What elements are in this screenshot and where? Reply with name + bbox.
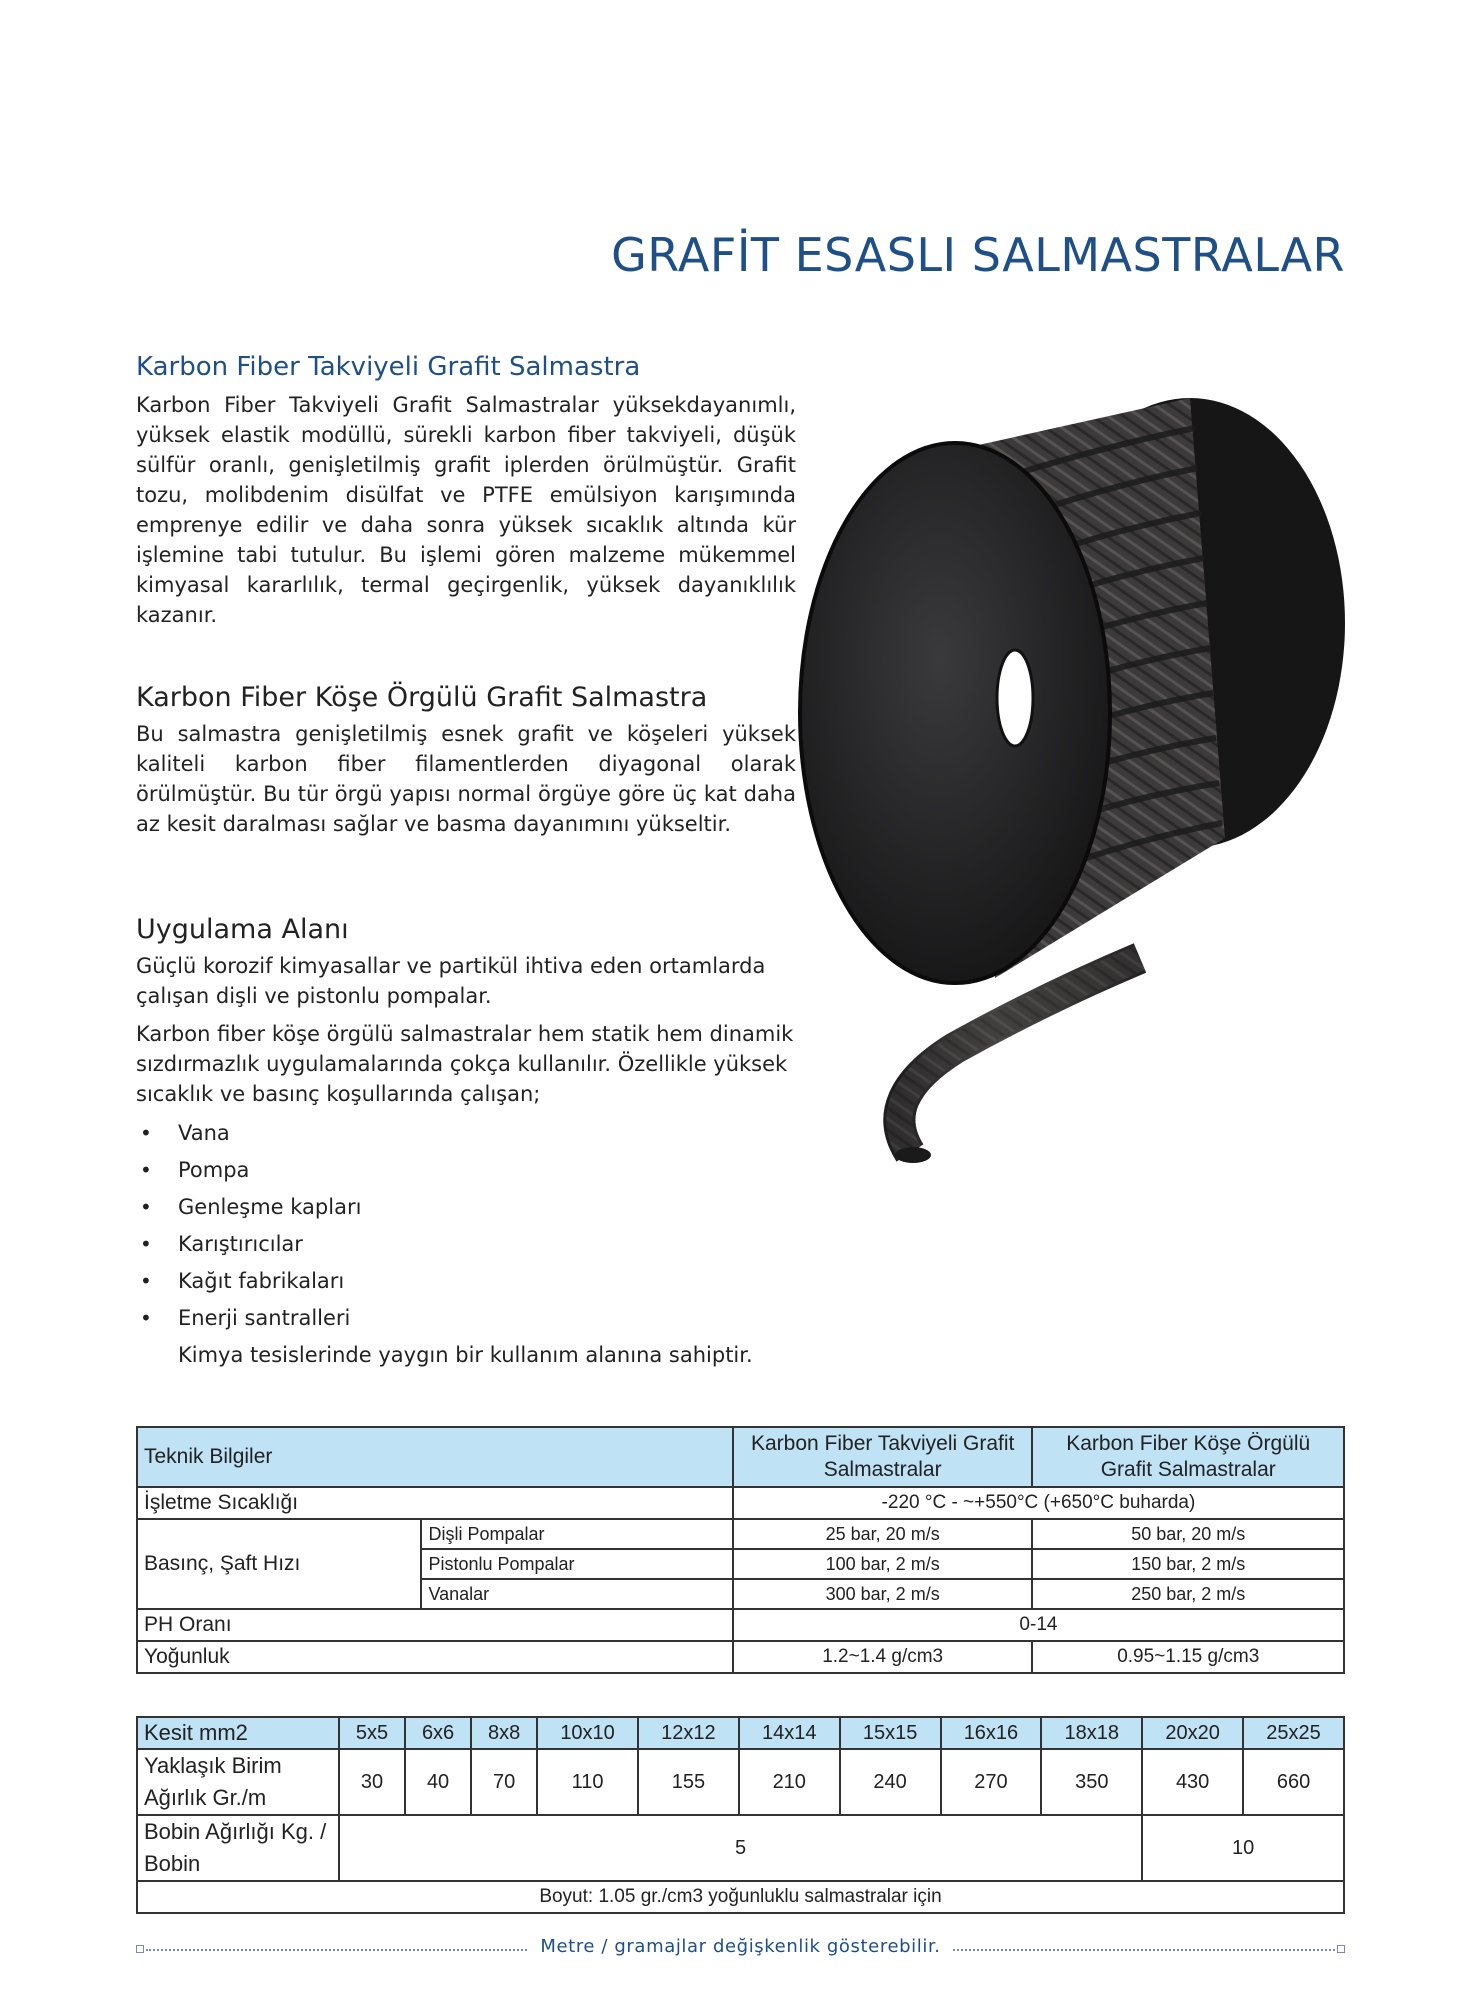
list-item: • Vana bbox=[136, 1115, 796, 1152]
bullet-icon: • bbox=[140, 1121, 152, 1145]
ph-value: 0-14 bbox=[733, 1609, 1344, 1641]
applications-closing: Kimya tesislerinde yaygın bir kullanım alanına sahiptir. bbox=[178, 1343, 753, 1367]
size-cell: 12x12 bbox=[638, 1717, 739, 1749]
weight-cell: 70 bbox=[471, 1749, 537, 1815]
section-heading: Uygulama Alanı bbox=[136, 914, 349, 945]
section-size-label: Kesit mm2 bbox=[137, 1717, 339, 1749]
temperature-label: İşletme Sıcaklığı bbox=[137, 1487, 733, 1519]
footer-text: Metre / gramajlar değişkenlik gösterebilir. bbox=[528, 1936, 952, 1957]
bobbin-label: Bobin Ağırlığı Kg. / Bobin bbox=[137, 1815, 339, 1881]
table-header-col1: Karbon Fiber Takviyeli Grafit Salmastralar bbox=[733, 1427, 1033, 1487]
list-item: • Pompa bbox=[136, 1152, 796, 1189]
graphite-packing-spool-image bbox=[795, 368, 1375, 1168]
list-item: • Karıştırıcılar bbox=[136, 1226, 796, 1263]
size-cell: 16x16 bbox=[941, 1717, 1042, 1749]
table-row bbox=[137, 1609, 1344, 1641]
pressure-value-col2: 150 bar, 2 m/s bbox=[1032, 1549, 1344, 1579]
weight-cell: 40 bbox=[405, 1749, 471, 1815]
section-carbon-fiber-reinforced bbox=[136, 352, 796, 630]
ph-label: PH Oranı bbox=[137, 1609, 733, 1641]
density-value-col2: 0.95~1.15 g/cm3 bbox=[1032, 1641, 1344, 1673]
table-row bbox=[137, 1749, 1344, 1815]
table-header-label: Teknik Bilgiler bbox=[137, 1427, 733, 1487]
size-cell: 6x6 bbox=[405, 1717, 471, 1749]
density-value-col1: 1.2~1.4 g/cm3 bbox=[733, 1641, 1033, 1673]
footer-note bbox=[136, 1938, 1345, 1962]
pressure-value-col1: 300 bar, 2 m/s bbox=[733, 1579, 1033, 1609]
weight-cell: 30 bbox=[339, 1749, 405, 1815]
page-title: GRAFİT ESASLI SALMASTRALAR bbox=[611, 228, 1345, 282]
table-row bbox=[137, 1815, 1344, 1881]
pressure-value-col1: 100 bar, 2 m/s bbox=[733, 1549, 1033, 1579]
applications-list bbox=[136, 1115, 796, 1337]
weight-cell: 240 bbox=[840, 1749, 941, 1815]
size-cell: 5x5 bbox=[339, 1717, 405, 1749]
table-note: Boyut: 1.05 gr./cm3 yoğunluklu salmastralar için bbox=[137, 1881, 1344, 1913]
table-row bbox=[137, 1881, 1344, 1913]
bobbin-value-large: 10 bbox=[1142, 1815, 1344, 1881]
size-cell: 8x8 bbox=[471, 1717, 537, 1749]
weight-cell: 210 bbox=[739, 1749, 840, 1815]
section-applications bbox=[136, 914, 796, 1374]
list-item: • Kağıt fabrikaları bbox=[136, 1263, 796, 1300]
list-item: • Enerji santralleri bbox=[136, 1300, 796, 1337]
weight-cell: 350 bbox=[1041, 1749, 1142, 1815]
size-cell: 18x18 bbox=[1041, 1717, 1142, 1749]
size-cell: 14x14 bbox=[739, 1717, 840, 1749]
size-cell: 15x15 bbox=[840, 1717, 941, 1749]
bullet-icon: • bbox=[140, 1158, 152, 1182]
pressure-type: Vanalar bbox=[421, 1579, 732, 1609]
technical-specs-table bbox=[136, 1426, 1345, 1674]
bullet-icon: • bbox=[140, 1269, 152, 1293]
pressure-type: Pistonlu Pompalar bbox=[421, 1549, 732, 1579]
table-row bbox=[137, 1641, 1344, 1673]
weight-cell: 110 bbox=[537, 1749, 638, 1815]
density-label: Yoğunluk bbox=[137, 1641, 733, 1673]
table-row bbox=[137, 1519, 1344, 1549]
section-heading: Karbon Fiber Takviyeli Grafit Salmastra bbox=[136, 352, 641, 382]
weight-cell: 660 bbox=[1243, 1749, 1344, 1815]
pressure-type: Dişli Pompalar bbox=[421, 1519, 732, 1549]
size-cell: 20x20 bbox=[1142, 1717, 1243, 1749]
applications-detail: Karbon fiber köşe örgülü salmastralar hem statik hem dinamik sızdırmazlık uygulamalarında çokça kullanılır. Özellikle yüksek sıcaklık ve basınç koşullarında çalışan; bbox=[136, 1022, 794, 1106]
bullet-icon: • bbox=[140, 1195, 152, 1219]
table-row bbox=[137, 1487, 1344, 1519]
weight-cell: 270 bbox=[941, 1749, 1042, 1815]
weight-cell: 430 bbox=[1142, 1749, 1243, 1815]
applications-intro: Güçlü korozif kimyasallar ve partikül ihtiva eden ortamlarda çalışan dişli ve pistonlu pompalar. bbox=[136, 954, 766, 1008]
section-corner-braided bbox=[136, 682, 796, 839]
table-header-row bbox=[137, 1427, 1344, 1487]
pressure-label: Basınç, Şaft Hızı bbox=[137, 1519, 421, 1609]
bullet-icon: • bbox=[140, 1232, 152, 1256]
bobbin-value-small: 5 bbox=[339, 1815, 1142, 1881]
size-cell: 10x10 bbox=[537, 1717, 638, 1749]
section-body: Karbon Fiber Takviyeli Grafit Salmastralar yüksekdayanımlı, yüksek elastik modüllü, sürekli karbon fiber takviyeli, düşük sülfür oranlı, genişletilmiş grafit iplerden örülmüştür. Grafit tozu, molibdenim disülfat ve PTFE emülsiyon karışımında emprenye edilir ve daha sonra yüksek sıcaklık altında kür işlemine tabi tutulur. Bu işlemi gören malzeme mükemmel kimyasal kararlılık, termal geçirgenlik, yüksek dayanıklılık kazanır. bbox=[136, 393, 796, 627]
rope-frayed-tip bbox=[895, 1147, 931, 1163]
pressure-value-col1: 25 bar, 20 m/s bbox=[733, 1519, 1033, 1549]
pressure-value-col2: 250 bar, 2 m/s bbox=[1032, 1579, 1344, 1609]
temperature-value: -220 °C - ~+550°C (+650°C buharda) bbox=[733, 1487, 1344, 1519]
weight-label: Yaklaşık Birim Ağırlık Gr./m bbox=[137, 1749, 339, 1815]
table-header-row bbox=[137, 1717, 1344, 1749]
sizes-weights-table bbox=[136, 1716, 1345, 1914]
bullet-icon: • bbox=[140, 1306, 152, 1330]
size-cell: 25x25 bbox=[1243, 1717, 1344, 1749]
section-heading: Karbon Fiber Köşe Örgülü Grafit Salmastra bbox=[136, 682, 708, 713]
section-body: Bu salmastra genişletilmiş esnek grafit ve köşeleri yüksek kaliteli karbon fiber filamentlerden diyagonal olarak örülmüştür. Bu tür örgü yapısı normal örgüye göre üç kat daha az kesit daralması sağlar ve basma dayanımını yükseltir. bbox=[136, 722, 796, 836]
pressure-value-col2: 50 bar, 20 m/s bbox=[1032, 1519, 1344, 1549]
weight-cell: 155 bbox=[638, 1749, 739, 1815]
list-item: • Genleşme kapları bbox=[136, 1189, 796, 1226]
spool-center-hole bbox=[997, 650, 1033, 746]
table-header-col2: Karbon Fiber Köşe Örgülü Grafit Salmastralar bbox=[1032, 1427, 1344, 1487]
